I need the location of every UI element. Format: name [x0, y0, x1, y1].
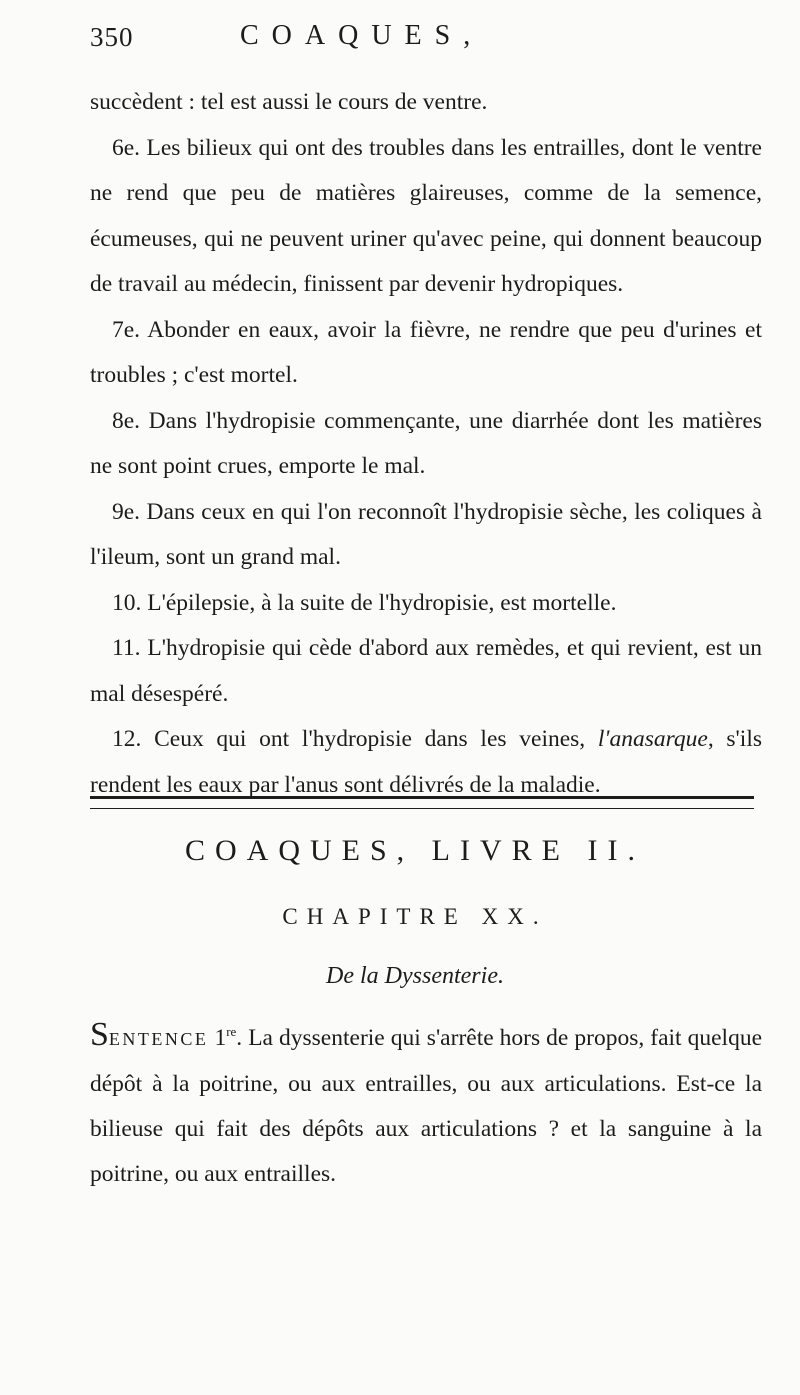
paragraph: 9e. Dans ceux en qui l'on reconnoît l'hydropisie sèche, les coliques à l'ileum, sont un grand mal. — [90, 498, 762, 570]
sentence-word: ENTENCE — [108, 1029, 209, 1049]
main-text — [90, 80, 762, 808]
book-title: COAQUES, LIVRE II. — [185, 834, 645, 867]
paragraph: 8e. Dans l'hydropisie commençante, une diarrhée dont les matières ne sont point crues, emporte le mal. — [90, 407, 762, 479]
sentence-number-sup: re — [226, 1024, 237, 1040]
paragraph — [90, 1012, 762, 1197]
running-header — [90, 16, 730, 58]
sentence-text: . La dyssenterie qui s'arrête hors de propos, fait quelque dépôt à la poitrine, ou aux entrailles, ou aux articulations. Est-ce la bilieuse qui fait des dépôts aux articulations ? et la sanguine à la poitrine, ou aux entrailles. — [90, 1025, 762, 1187]
paragraph: 6e. Les bilieux qui ont des troubles dans les entrailles, dont le ventre ne rend que peu de matières glaireuses, comme de la semence, écumeuses, qui ne peuvent uriner qu'avec peine, qui donnent beaucoup de travail au médecin, finissent par devenir hydropiques. — [90, 134, 762, 297]
page-number: 350 — [90, 22, 134, 52]
paragraph-text: 12. Ceux qui ont l'hydropisie dans les veines, — [112, 726, 598, 752]
paragraph: 10. L'épilepsie, à la suite de l'hydropisie, est mortelle. — [112, 589, 617, 616]
paragraph: 11. L'hydropisie qui cède d'abord aux remèdes, et qui revient, est un mal désespéré. — [90, 635, 762, 707]
section-divider — [90, 796, 754, 809]
chapter-subtitle: De la Dyssenterie. — [326, 963, 504, 989]
italic-term: l'anasarque — [597, 726, 708, 752]
paragraph — [90, 717, 762, 808]
sentence-number: 1 — [214, 1025, 227, 1051]
running-title: COAQUES, — [240, 20, 484, 51]
paragraph: 7e. Abonder en eaux, avoir la fièvre, ne rendre que peu d'urines et troubles ; c'est mortel. — [90, 316, 762, 388]
chapter-heading: CHAPITRE XX. — [282, 904, 548, 929]
paragraph: succèdent : tel est aussi le cours de ventre. — [90, 89, 488, 115]
paragraph-text: , s'ils rendent les eaux par l'anus sont délivrés de la maladie. — [90, 726, 762, 798]
initial-letter: S — [90, 1016, 109, 1053]
sentence-paragraph — [90, 1012, 762, 1197]
